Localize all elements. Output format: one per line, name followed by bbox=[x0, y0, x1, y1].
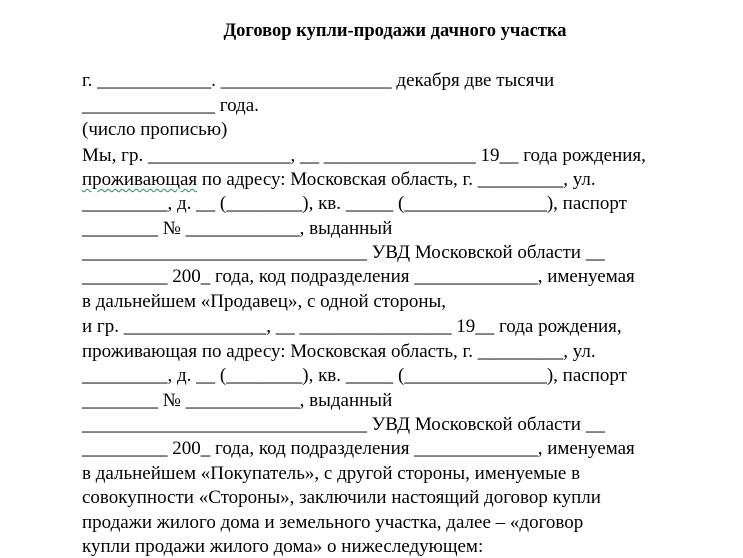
year-line: ______________ года. bbox=[82, 95, 259, 116]
document-title: Договор купли-продажи дачного участка bbox=[223, 21, 567, 41]
seller-issued-by-line: ______________________________ УВД Московской области __ bbox=[82, 242, 605, 263]
buyer-passport-number-line: ________ № ____________, выданный bbox=[82, 390, 393, 411]
buyer-house-passport-line: _________, д. __ (________), кв. _____ (_______________), паспорт bbox=[82, 365, 627, 386]
seller-division-code-line: _________ 200_ года, код подразделения _____________, именуемая bbox=[82, 266, 635, 287]
contract-subject-line: продажи жилого дома и земельного участка, далее – «договор bbox=[82, 512, 584, 533]
buyer-name-line: и гр. _______________, __ ________________ 19__ года рождения, bbox=[82, 316, 622, 337]
number-in-words-note: (число прописью) bbox=[82, 119, 228, 140]
seller-address-line bbox=[82, 169, 596, 191]
seller-passport-number-line: ________ № ____________, выданный bbox=[82, 218, 393, 239]
seller-designation-line: в дальнейшем «Продавец», с одной стороны, bbox=[82, 291, 447, 312]
buyer-address-line: проживающая по адресу: Московская область, г. _________, ул. bbox=[82, 341, 596, 362]
seller-name-line: Мы, гр. _______________, __ ________________ 19__ года рождения, bbox=[82, 145, 646, 166]
parties-line: совокупности «Стороны», заключили настоящий договор купли bbox=[82, 487, 601, 508]
spellcheck-underlined-word: проживающая bbox=[82, 169, 198, 190]
buyer-division-code-line: _________ 200_ года, код подразделения _____________, именуемая bbox=[82, 438, 635, 459]
contract-subject-line-2: купли продажи жилого дома» о нижеследующем: bbox=[82, 536, 484, 557]
buyer-issued-by-line: ______________________________ УВД Московской области __ bbox=[82, 414, 605, 435]
date-line: г. ____________. __________________ декабря две тысячи bbox=[82, 70, 555, 91]
buyer-designation-line: в дальнейшем «Покупатель», с другой стороны, именуемые в bbox=[82, 463, 581, 484]
seller-house-passport-line: _________, д. __ (________), кв. _____ (_______________), паспорт bbox=[82, 193, 627, 214]
seller-address-text: по адресу: Московская область, г. _________, ул. bbox=[197, 169, 596, 190]
